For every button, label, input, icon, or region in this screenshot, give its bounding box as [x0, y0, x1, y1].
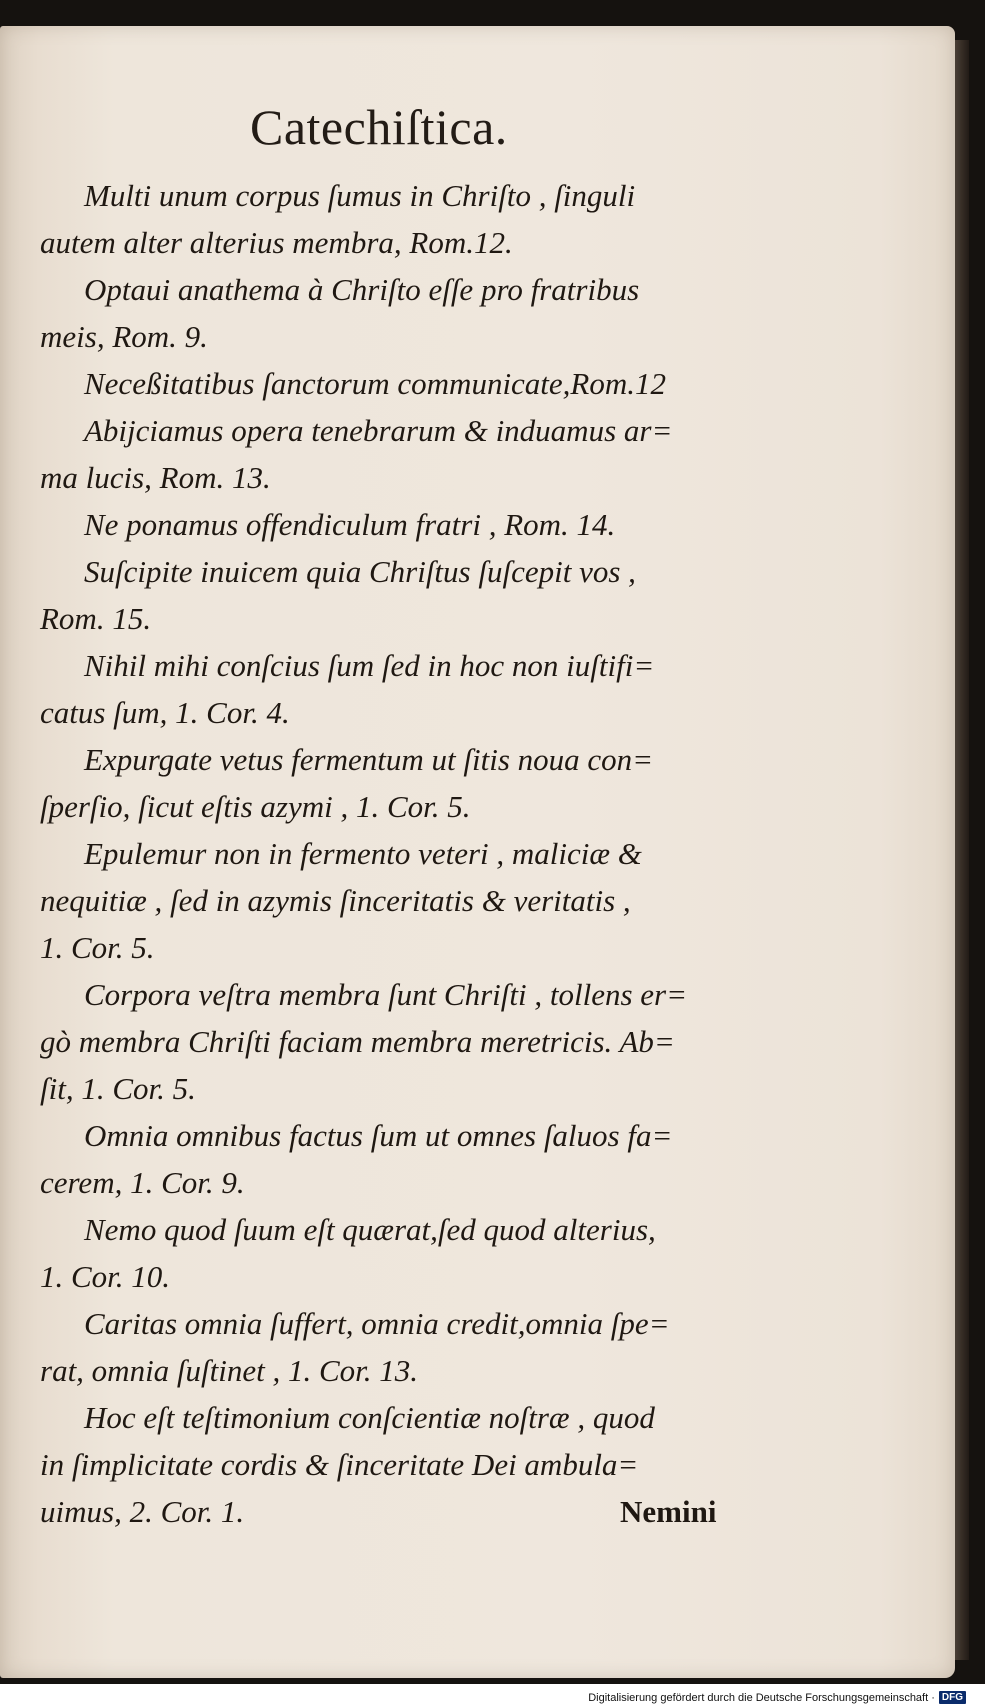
text-line: catus ſum, 1. Cor. 4.	[40, 695, 290, 730]
text-line: rat, omnia ſuſtinet , 1. Cor. 13.	[40, 1353, 419, 1388]
text-block	[40, 172, 740, 1535]
text-line: Abijciamus opera tenebrarum & induamus ar=	[84, 413, 673, 448]
text-line: Ne ponamus offendiculum fratri , Rom. 14.	[84, 507, 616, 542]
text-line: Rom. 15.	[40, 601, 152, 636]
text-line: in ſimplicitate cordis & ſinceritate Dei ambula=	[40, 1447, 639, 1482]
book-page	[0, 26, 955, 1678]
text-line: Nihil mihi conſcius ſum ſed in hoc non iuſtifi=	[84, 648, 655, 683]
catchword: Nemini	[620, 1494, 717, 1529]
text-line: Nemo quod ſuum eſt quærat,ſed quod alterius,	[84, 1212, 656, 1247]
text-line: 1. Cor. 5.	[40, 930, 155, 965]
text-line: ſit, 1. Cor. 5.	[40, 1071, 196, 1106]
credit-text: Digitalisierung gefördert durch die Deutsche Forschungsgemeinschaft ·	[588, 1691, 935, 1704]
text-line: meis, Rom. 9.	[40, 319, 208, 354]
text-line: Multi unum corpus ſumus in Chriſto , ſinguli	[84, 178, 636, 213]
running-head: Catechiſtica.	[250, 99, 508, 155]
text-line: Optaui anathema à Chriſto eſſe pro fratribus	[84, 272, 640, 307]
text-line: ma lucis, Rom. 13.	[40, 460, 271, 495]
text-line: Expurgate vetus fermentum ut ſitis noua con=	[84, 742, 654, 777]
text-line: ſperſio, ſicut eſtis azymi , 1. Cor. 5.	[40, 789, 471, 824]
text-line: autem alter alterius membra, Rom.12.	[40, 225, 513, 260]
text-line: Caritas omnia ſuffert, omnia credit,omnia ſpe=	[84, 1306, 670, 1341]
text-line: Omnia omnibus factus ſum ut omnes ſaluos fa=	[84, 1118, 673, 1153]
page-edge	[955, 40, 969, 1660]
text-line: uimus, 2. Cor. 1.	[40, 1494, 245, 1529]
text-line: 1. Cor. 10.	[40, 1259, 171, 1294]
text-line: gò membra Chriſti faciam membra meretricis. Ab=	[40, 1024, 675, 1059]
digitization-credit	[588, 1691, 966, 1704]
text-line: Neceßitatibus ſanctorum communicate,Rom.12	[84, 366, 667, 401]
text-line: Suſcipite inuicem quia Chriſtus ſuſcepit vos ,	[84, 554, 636, 589]
text-line: Corpora veſtra membra ſunt Chriſti , tollens er=	[84, 977, 688, 1012]
text-line: Epulemur non in fermento veteri , maliciæ &	[84, 836, 642, 871]
dfg-logo: DFG	[939, 1691, 966, 1704]
text-line: nequitiæ , ſed in azymis ſinceritatis & veritatis ,	[40, 883, 631, 918]
text-line: cerem, 1. Cor. 9.	[40, 1165, 245, 1200]
text-line: Hoc eſt teſtimonium conſcientiæ noſtræ , quod	[84, 1400, 655, 1435]
